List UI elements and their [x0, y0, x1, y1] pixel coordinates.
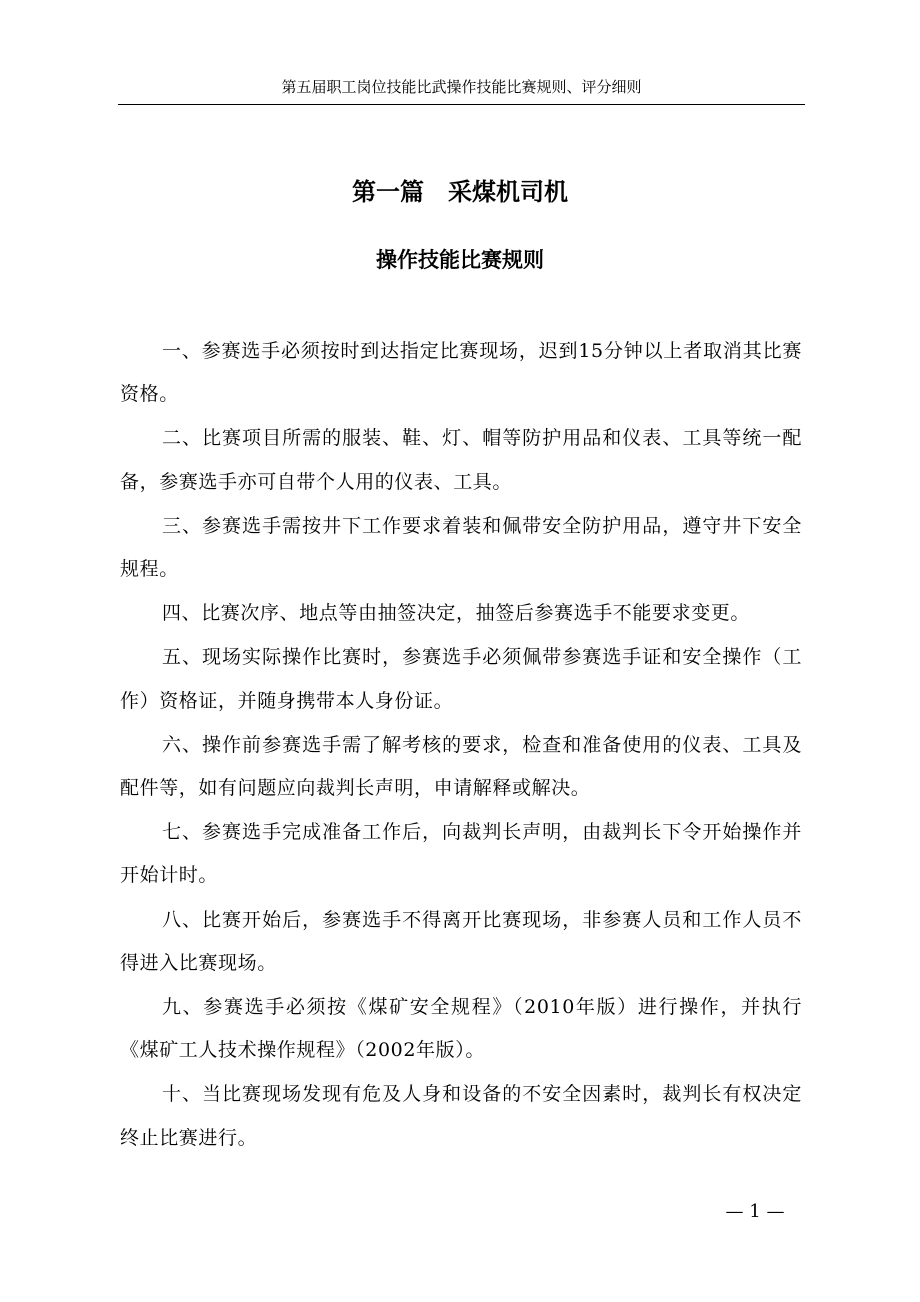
rule-item-8: 八、比赛开始后，参赛选手不得离开比赛现场，非参赛人员和工作人员不得进入比赛现场。 — [120, 908, 802, 974]
rules-list — [120, 330, 802, 1161]
rule-item-1: 一、参赛选手必须按时到达指定比赛现场，迟到15分钟以上者取消其比赛资格。 — [120, 340, 802, 406]
rule-item-6: 六、操作前参赛选手需了解考核的要求，检查和准备使用的仪表、工具及配件等，如有问题应向裁判长声明，申请解释或解决。 — [120, 733, 802, 800]
rule-item-2: 二、比赛项目所需的服装、鞋、灯、帽等防护用品和仪表、工具等统一配备，参赛选手亦可自带个人用的仪表、工具。 — [120, 427, 802, 493]
chapter-title: 第一篇 采煤机司机 — [352, 178, 568, 206]
rule-item-5: 五、现场实际操作比赛时，参赛选手必须佩带参赛选手证和安全操作（工作）资格证，并随身携带本人身份证。 — [120, 646, 802, 712]
section-title: 操作技能比赛规则 — [376, 248, 544, 272]
page-header: 第五届职工岗位技能比武操作技能比赛规则、评分细则 — [118, 74, 805, 105]
rule-item-9: 九、参赛选手必须按《煤矿安全规程》（2010年版）进行操作，并执行《煤矿工人技术操作规程》（2002年版）。 — [120, 996, 802, 1062]
rule-item-3: 三、参赛选手需按井下工作要求着装和佩带安全防护用品，遵守井下安全规程。 — [120, 514, 802, 581]
page-number: — 1 — — [725, 1201, 785, 1222]
rule-item-4: 四、比赛次序、地点等由抽签决定，抽签后参赛选手不能要求变更。 — [162, 602, 751, 625]
rule-item-10: 十、当比赛现场发现有危及人身和设备的不安全因素时，裁判长有权决定终止比赛进行。 — [120, 1083, 802, 1149]
rule-item-7: 七、参赛选手完成准备工作后，向裁判长声明，由裁判长下令开始操作并开始计时。 — [120, 821, 802, 887]
